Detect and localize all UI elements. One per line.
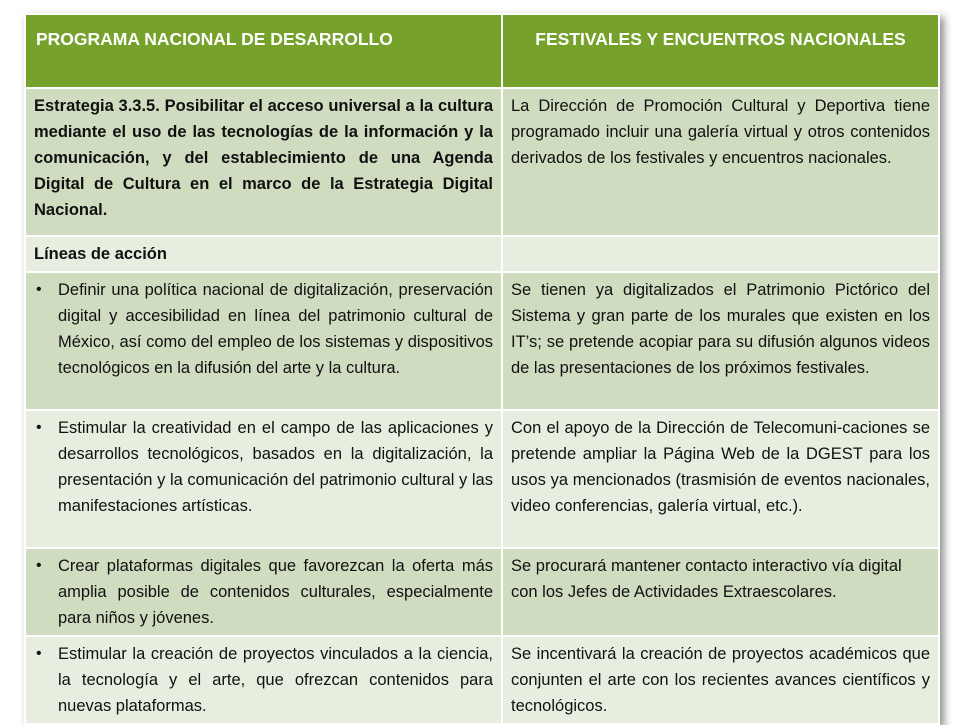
lines-heading: Líneas de acción <box>25 236 502 272</box>
comparison-table <box>24 13 940 725</box>
lines-heading-row <box>25 236 939 272</box>
response-text: Se incentivará la creación de proyectos académicos que conjunten el arte con los recientes avances científicos y tecnológicos. <box>502 636 939 724</box>
response-text: Se tienen ya digitalizados el Patrimonio Pictórico del Sistema y gran parte de los murales que existen en los IT’s; se pretende acopiar para su difusión algunos videos de las presentaciones de los próximos festivales. <box>502 272 939 410</box>
strategy-row <box>25 88 939 236</box>
action-text: Definir una política nacional de digitalización, preservación digital y accesibilidad en línea del patrimonio cultural de México, así como del empleo de los sistemas y dispositivos tecnológicos en la difusión del arte y la cultura. <box>58 281 493 377</box>
strategy-response: La Dirección de Promoción Cultural y Deportiva tiene programado incluir una galería virtual y otros contenidos derivados de los festivales y encuentros nacionales. <box>502 88 939 236</box>
strategy-text: Estrategia 3.3.5. Posibilitar el acceso universal a la cultura mediante el uso de las tecnologías de la información y la comunicación, y del establecimiento de una Agenda Digital de Cultura en el marco de la Estrategia Digital Nacional. <box>25 88 502 236</box>
bullet-icon: • <box>36 281 42 298</box>
header-right: FESTIVALES Y ENCUENTROS NACIONALES <box>502 14 939 88</box>
response-text: Se procurará mantener contacto interactivo vía digital con los Jefes de Actividades Extraescolares. <box>502 548 939 636</box>
action-cell <box>25 410 502 548</box>
bullet-icon: • <box>36 419 42 436</box>
action-text: Crear plataformas digitales que favorezcan la oferta más amplia posible de contenidos culturales, especialmente para niños y jóvenes. <box>58 557 493 627</box>
table-row <box>25 410 939 548</box>
bullet-icon: • <box>36 557 42 574</box>
action-text: Estimular la creatividad en el campo de las aplicaciones y desarrollos tecnológicos, basados en la digitalización, la presentación y la comunicación del patrimonio cultural y las manifestaciones artísticas. <box>58 419 493 515</box>
action-cell <box>25 272 502 410</box>
table-row <box>25 272 939 410</box>
header-row <box>25 14 939 88</box>
action-text: Estimular la creación de proyectos vinculados a la ciencia, la tecnología y el arte, que ofrezcan contenidos para nuevas plataformas. <box>58 645 493 715</box>
table-row <box>25 636 939 724</box>
action-cell <box>25 548 502 636</box>
bullet-icon: • <box>36 645 42 662</box>
response-text: Con el apoyo de la Dirección de Telecomuni-caciones se pretende ampliar la Página Web de la DGEST para los usos ya mencionados (trasmisión de eventos nacionales, video conferencias, galería virtual, etc.). <box>502 410 939 548</box>
action-cell <box>25 636 502 724</box>
lines-heading-empty <box>502 236 939 272</box>
header-left: PROGRAMA NACIONAL DE DESARROLLO <box>25 14 502 88</box>
table-row <box>25 548 939 636</box>
